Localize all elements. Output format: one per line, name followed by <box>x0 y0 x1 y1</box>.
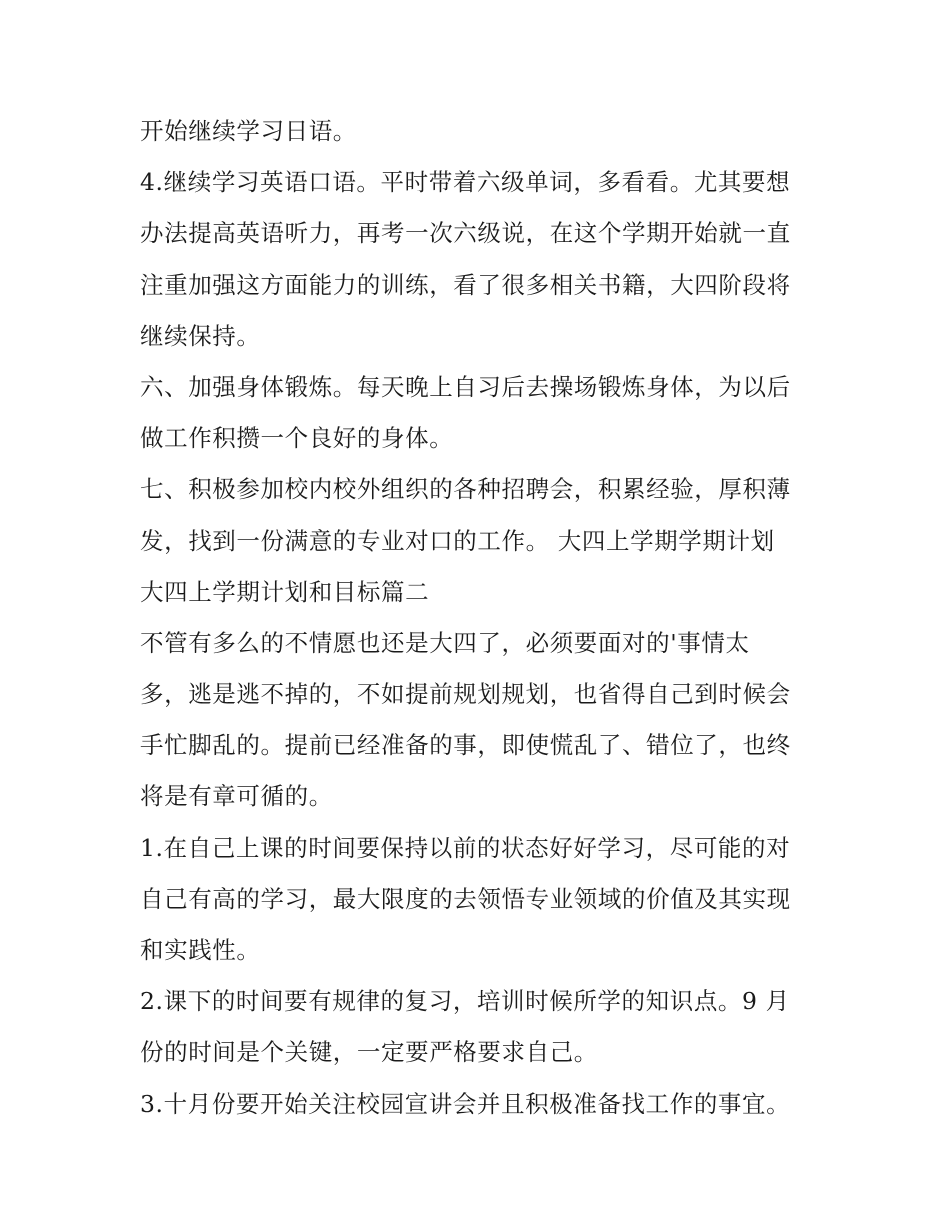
text-line: 多，逃是逃不掉的，不如提前规划规划，也省得自己到时候会 <box>140 680 791 709</box>
text-line: 开始继续学习日语。 <box>140 117 357 145</box>
document-body <box>140 106 820 1130</box>
text-line: 3.十月份要开始关注校园宣讲会并且积极准备找工作的事宜。 <box>140 1089 791 1118</box>
text-line: 份的时间是个关键，一定要严格要求自己。 <box>140 1038 598 1067</box>
text-line: 和实践性。 <box>140 936 261 964</box>
text-line: 自己有高的学习，最大限度的去领悟专业领域的价值及其实现 <box>140 884 791 913</box>
text-line: 手忙脚乱的。提前已经准备的事，即使慌乱了、错位了，也终 <box>140 731 791 760</box>
text-line: 发，找到一份满意的专业对口的工作。 大四上学期学期计划 <box>140 526 775 555</box>
text-line: 不管有多么的不情愿也还是大四了，必须要面对的'事情太 <box>140 628 750 657</box>
text-line: 继续保持。 <box>140 321 261 350</box>
text-line: 2.课下的时间要有规律的复习，培训时候所学的知识点。9 月 <box>140 987 790 1016</box>
text-line: 4.继续学习英语口语。平时带着六级单词，多看看。尤其要想 <box>140 168 791 197</box>
text-line: 七、积极参加校内校外组织的各种招聘会，积累经验，厚积薄 <box>140 475 791 504</box>
text-line: 1.在自己上课的时间要保持以前的状态好好学习，尽可能的对 <box>140 833 791 862</box>
text-line: 做工作积攒一个良好的身体。 <box>140 424 454 453</box>
text-line: 六、加强身体锻炼。每天晚上自习后去操场锻炼身体，为以后 <box>140 372 791 401</box>
text-line: 注重加强这方面能力的训练，看了很多相关书籍，大四阶段将 <box>140 270 791 299</box>
section-heading: 大四上学期计划和目标篇二 <box>140 577 430 606</box>
text-line: 办法提高英语听力，再考一次六级说，在这个学期开始就一直 <box>140 219 791 248</box>
text-line: 将是有章可循的。 <box>140 782 333 811</box>
